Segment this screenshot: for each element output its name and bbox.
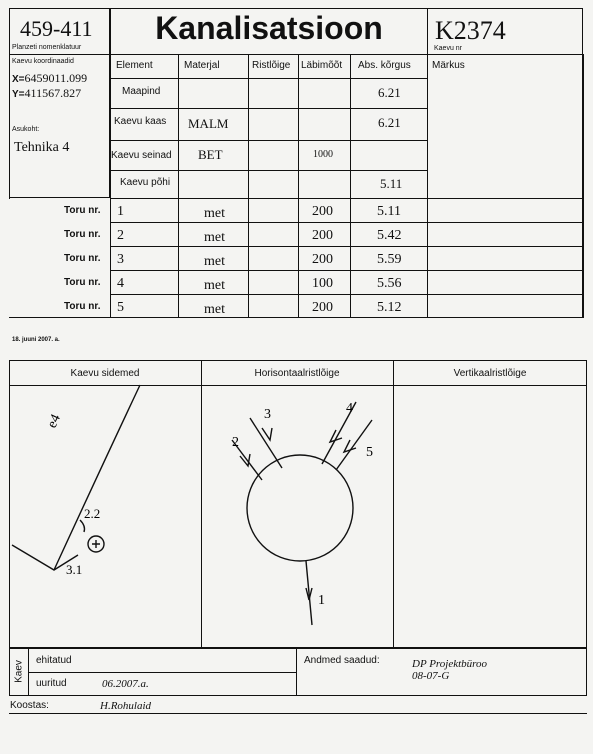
well-circle [247, 455, 353, 561]
pipe-label-5: 5 [366, 445, 373, 460]
date-note: 18. juuni 2007. a. [12, 337, 60, 343]
table-row: Kaevu seinad [111, 150, 172, 161]
surveyed-value: 06.2007.a. [102, 678, 149, 690]
pipe-row-label: Toru nr. [64, 301, 101, 312]
pipe-diameter: 200 [312, 228, 333, 243]
label-2-2: 2.2 [84, 506, 101, 521]
pipe-row-label: Toru nr. [64, 229, 101, 240]
pipe-label-1: 1 [318, 593, 325, 608]
pipe-diameter: 100 [312, 276, 333, 291]
source-label: Andmed saadud: [304, 655, 380, 666]
x-coordinate: X=6459011.099 [12, 71, 88, 85]
built-label: ehitatud [36, 655, 72, 666]
header-remarks: Märkus [432, 60, 465, 71]
pipe-row-label: Toru nr. [64, 205, 101, 216]
pipe-3 [250, 418, 282, 468]
pipe-material: met [204, 302, 225, 317]
author-value: H.Rohulaid [100, 700, 152, 712]
table-cell: 1000 [313, 149, 333, 160]
plan-number: 459-411 [20, 16, 93, 41]
table-cell: BET [198, 147, 223, 162]
header-cross-section: Ristlõige [252, 60, 291, 71]
pipe-row-label: Toru nr. [64, 277, 101, 288]
header-abs-height: Abs. kõrgus [358, 60, 411, 71]
pipe-row-label: Toru nr. [64, 253, 101, 264]
source-value-1: DP Projektbüroo [412, 658, 488, 670]
col-header-horizontal: Horisontaalristlõige [254, 368, 340, 379]
pipe-number: 4 [117, 276, 124, 291]
wall-line [54, 385, 140, 570]
location-label: Asukoht: [12, 126, 40, 133]
header-element: Element [116, 60, 153, 71]
well-label: Kaevu nr [434, 45, 463, 52]
table-cell: 5.11 [380, 176, 403, 191]
table-row: Maapind [122, 86, 161, 97]
pipe-height: 5.42 [377, 228, 402, 243]
pipe-label-4: 4 [346, 401, 353, 416]
well-number: K2374 [435, 16, 506, 45]
pipe-label-2: 2 [232, 435, 239, 450]
location-value: Tehnika 4 [14, 140, 70, 155]
col-header-vertical: Vertikaalristlõige [453, 368, 527, 379]
plan-label: Planzeti nomenklatuur [12, 44, 82, 51]
pipe-diameter: 200 [312, 204, 333, 219]
table-row: Kaevu kaas [114, 116, 167, 127]
header-material: Materjal [184, 60, 220, 71]
pipe-number: 2 [117, 228, 124, 243]
author-label: Koostas: [10, 700, 49, 711]
side-label-well: Kaev [13, 660, 25, 683]
pipe-number: 3 [117, 252, 124, 267]
pipe-height: 5.12 [377, 300, 402, 315]
pipe-number: 5 [117, 300, 124, 315]
pipe-height: 5.59 [377, 252, 402, 267]
pipe-material: met [204, 278, 225, 293]
pipe-material: met [204, 206, 225, 221]
pipe-material: met [204, 254, 225, 269]
label-e4: e4 [44, 412, 64, 431]
pipe-label-3: 3 [264, 407, 271, 422]
label-3-1: 3.1 [66, 562, 83, 577]
table-cell: 6.21 [378, 85, 401, 100]
pipe-height: 5.11 [377, 204, 401, 219]
coords-label: Kaevu koordinaadid [12, 58, 74, 65]
table-row: Kaevu põhi [120, 177, 171, 188]
pipe-diameter: 200 [312, 252, 333, 267]
pipe-material: met [204, 230, 225, 245]
pipe-diameter: 200 [312, 300, 333, 315]
document-title: Kanalisatsioon [155, 10, 383, 46]
pipe-number: 1 [117, 204, 124, 219]
y-coordinate: Y=411567.827 [12, 86, 82, 100]
header-diameter: Läbimõõt [301, 60, 343, 71]
pipe-height: 5.56 [377, 276, 402, 291]
source-value-2: 08-07-G [412, 670, 450, 682]
col-header-connections: Kaevu sidemed [70, 368, 140, 379]
table-cell: 6.21 [378, 115, 401, 130]
table-cell: MALM [188, 116, 229, 131]
surveyed-label: uuritud [36, 678, 67, 689]
